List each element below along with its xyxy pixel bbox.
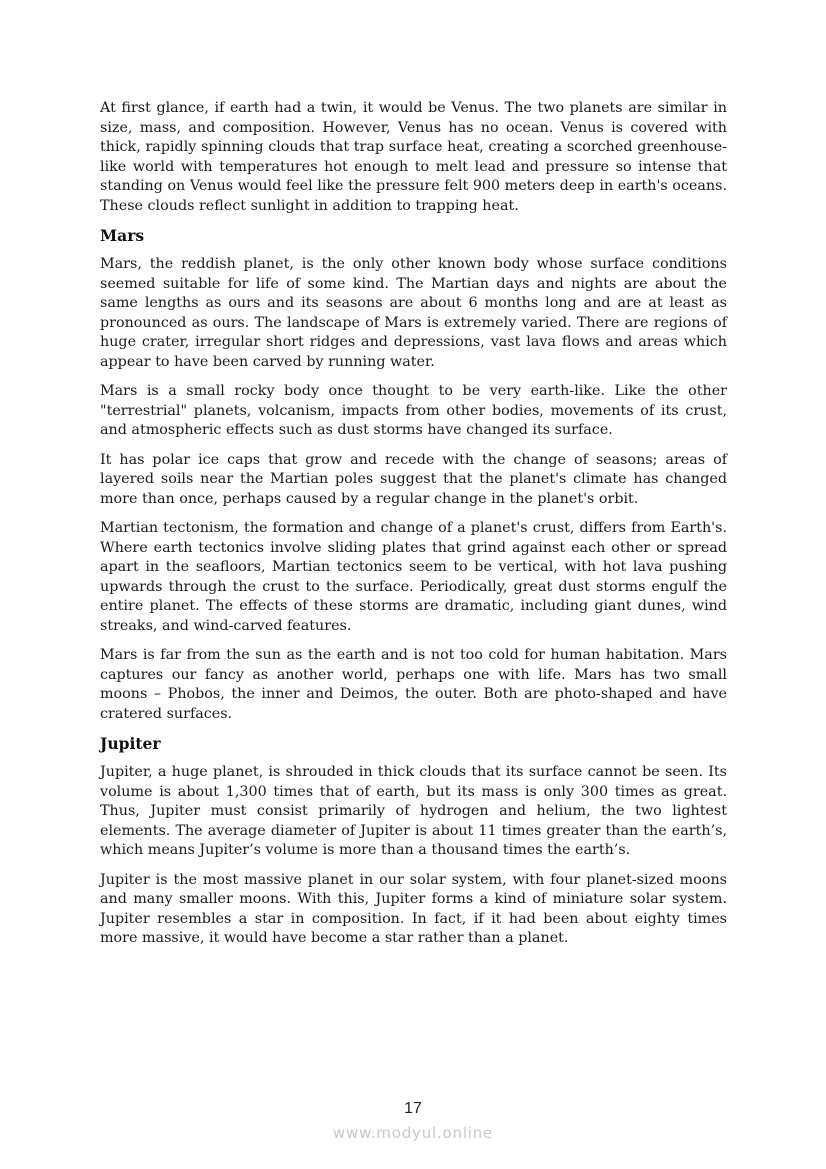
- jupiter-paragraph-1: Jupiter, a huge planet, is shrouded in thick clouds that its surface cannot be seen. Its volume is about 1,300 times that of earth, but its mass is only 300 times as great. Thus, Jupiter must consist primarily of hydrogen and helium, the two lightest elements. The average diameter of Jupiter is about 11 times greater than the earth’s, which means Jupiter’s volume is more than a thousand times the earth’s.: [100, 764, 727, 858]
- intro-paragraph: At first glance, if earth had a twin, it would be Venus. The two planets are similar in size, mass, and composition. However, Venus has no ocean. Venus is covered with thick, rapidly spinning clouds that trap surface heat, creating a scorched greenhouse-like world with temperatures hot enough to melt lead and pressure so intense that standing on Venus would feel like the pressure felt 900 meters deep in earth's oceans. These clouds reflect sunlight in addition to trapping heat.: [100, 100, 727, 214]
- section-heading-mars: Mars: [100, 226, 145, 245]
- mars-paragraph-4: Martian tectonism, the formation and change of a planet's crust, differs from Earth's. Where earth tectonics involve sliding plates that grind against each other or spread apart in the seafloors, Martian tectonics seem to be vertical, with hot lava pushing upwards through the crust to the surface. Periodically, great dust storms engulf the entire planet. The effects of these storms are dramatic, including giant dunes, wind streaks, and wind-carved features.: [100, 520, 727, 634]
- mars-paragraph-2: Mars is a small rocky body once thought to be very earth-like. Like the other "terrestrial" planets, volcanism, impacts from other bodies, movements of its crust, and atmospheric effects such as dust storms have changed its surface.: [100, 383, 727, 438]
- jupiter-paragraph-2: Jupiter is the most massive planet in our solar system, with four planet-sized moons and many smaller moons. With this, Jupiter forms a kind of miniature solar system. Jupiter resembles a star in composition. In fact, if it had been about eighty times more massive, it would have become a star rather than a planet.: [100, 871, 727, 946]
- page-number: 17: [404, 1100, 422, 1117]
- watermark: www.modyul.online: [332, 1124, 494, 1142]
- mars-paragraph-5: Mars is far from the sun as the earth and is not too cold for human habitation. Mars captures our fancy as another world, perhaps one with life. Mars has two small moons – Phobos, the inner and Deimos, the outer. Both are photo-shaped and have cratered surfaces.: [100, 647, 727, 722]
- mars-paragraph-3: It has polar ice caps that grow and recede with the change of seasons; areas of layered soils near the Martian poles suggest that the planet's climate has changed more than once, perhaps caused by a regular change in the planet's orbit.: [100, 451, 727, 507]
- mars-paragraph-1: Mars, the reddish planet, is the only other known body whose surface conditions seemed suitable for life of some kind. The Martian days and nights are about the same lengths as ours and its seasons are about 6 months long and are at least as pronounced as ours. The landscape of Mars is extremely varied. There are regions of huge crater, irregular short ridges and depressions, vast lava flows and areas which appear to have been carved by running water.: [100, 256, 727, 370]
- page-content: [100, 99, 727, 959]
- section-heading-jupiter: Jupiter: [100, 734, 161, 753]
